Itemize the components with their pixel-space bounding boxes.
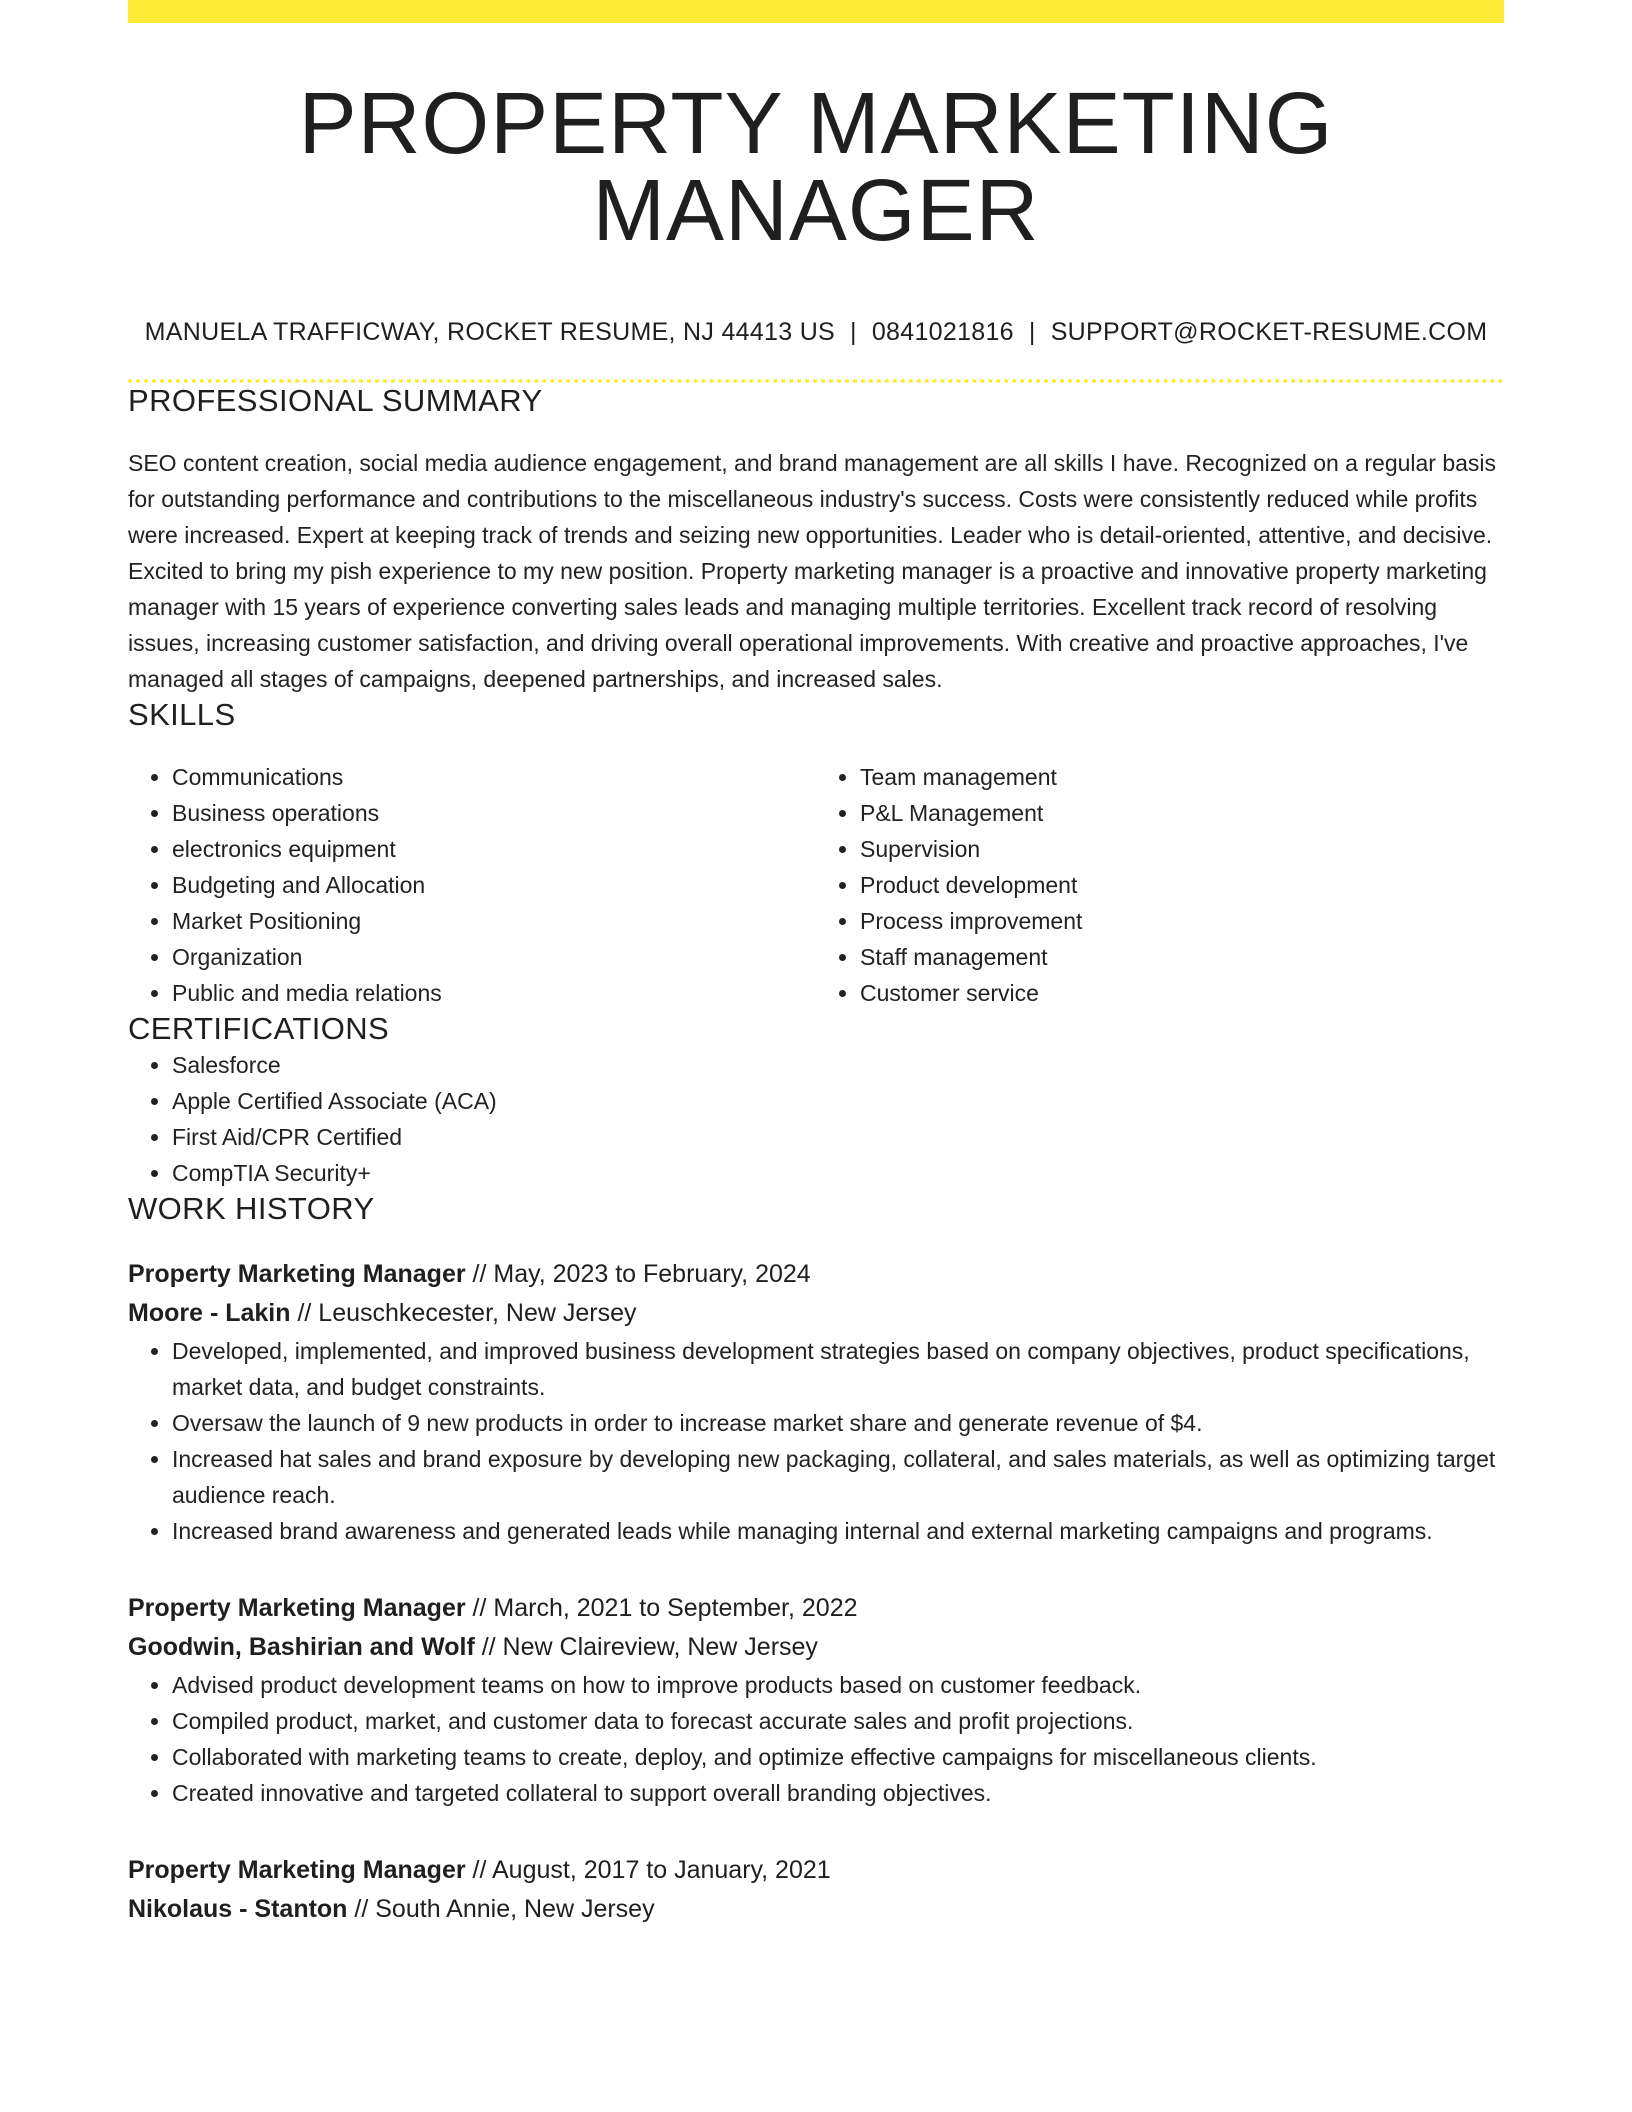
contact-separator: | xyxy=(1028,318,1036,346)
certification-item: • Apple Certified Associate (ACA) xyxy=(172,1083,1504,1119)
skill-item: • Organization xyxy=(172,939,816,975)
job-company-line xyxy=(128,1890,1504,1929)
certification-item: • Salesforce xyxy=(172,1047,1504,1083)
job-location: // Leuschkecester, New Jersey xyxy=(297,1299,637,1327)
job-role: Property Marketing Manager xyxy=(128,1856,466,1884)
contact-address: MANUELA TRAFFICWAY, ROCKET RESUME, NJ 44413 US xyxy=(144,318,836,346)
job-entry xyxy=(128,1589,1504,1811)
contact-line xyxy=(128,318,1504,347)
job-bullets xyxy=(128,1333,1504,1549)
job-title-line xyxy=(128,1255,1504,1294)
accent-top-bar xyxy=(128,0,1504,23)
job-bullet: • Increased brand awareness and generated leads while managing internal and external marketing campaigns and programs. xyxy=(172,1513,1504,1549)
skill-item: • Customer service xyxy=(860,975,1504,1011)
skill-item: • Business operations xyxy=(172,795,816,831)
job-entry xyxy=(128,1851,1504,1929)
job-company: Nikolaus - Stanton xyxy=(128,1895,348,1923)
summary-heading: PROFESSIONAL SUMMARY xyxy=(128,383,543,418)
job-company: Moore - Lakin xyxy=(128,1299,291,1327)
job-bullet: • Compiled product, market, and customer data to forecast accurate sales and profit projections. xyxy=(172,1703,1504,1739)
skills-columns xyxy=(128,759,1504,1011)
resume-page xyxy=(128,0,1504,1929)
contact-separator: | xyxy=(850,318,857,346)
skill-item: • Staff management xyxy=(860,939,1504,975)
job-bullet: • Created innovative and targeted collateral to support overall branding objectives. xyxy=(172,1775,1504,1811)
skill-item: • Public and media relations xyxy=(172,975,816,1011)
skill-item: • Supervision xyxy=(860,831,1504,867)
job-bullet: • Advised product development teams on how to improve products based on customer feedback. xyxy=(172,1667,1504,1703)
contact-phone: 0841021816 xyxy=(871,318,1014,346)
certification-item: • First Aid/CPR Certified xyxy=(172,1119,1504,1155)
work-history-heading: WORK HISTORY xyxy=(128,1191,375,1226)
job-bullet: • Developed, implemented, and improved business development strategies based on company objectives, product specifications, market data, and budget constraints. xyxy=(172,1333,1504,1405)
skill-item: • Budgeting and Allocation xyxy=(172,867,816,903)
job-dates: // May, 2023 to February, 2024 xyxy=(472,1260,811,1288)
job-title-line xyxy=(128,1589,1504,1628)
certifications-heading: CERTIFICATIONS xyxy=(128,1011,390,1046)
summary-text: SEO content creation, social media audience engagement, and brand management are all skills I have. Recognized on a regular basis for outstanding performance and contributions to the miscellaneous industry's success. Costs were consistently reduced while profits were increased. Expert at keeping track of trends and seizing new opportunities. Leader who is detail-oriented, attentive, and decisive. Excited to bring my pish experience to my new position. Property marketing manager is a proactive and innovative property marketing manager with 15 years of experience converting sales leads and managing multiple territories. Excellent track record of resolving issues, increasing customer satisfaction, and driving overall operational improvements. With creative and proactive approaches, I've managed all stages of campaigns, deepened partnerships, and increased sales. xyxy=(128,450,1497,692)
job-bullet: • Increased hat sales and brand exposure by developing new packaging, collateral, and sales materials, as well as optimizing target audience reach. xyxy=(172,1441,1504,1513)
skill-item: • Process improvement xyxy=(860,903,1504,939)
skill-item: • P&L Management xyxy=(860,795,1504,831)
job-location: // South Annie, New Jersey xyxy=(354,1895,655,1923)
certification-item: • CompTIA Security+ xyxy=(172,1155,1504,1191)
job-dates: // August, 2017 to January, 2021 xyxy=(472,1856,831,1884)
skill-item: • Team management xyxy=(860,759,1504,795)
skills-list-right xyxy=(816,759,1504,1011)
skills-heading: SKILLS xyxy=(128,697,236,732)
skills-list-left xyxy=(128,759,816,1011)
job-title-line xyxy=(128,1851,1504,1890)
contact-email: SUPPORT@ROCKET-RESUME.COM xyxy=(1050,318,1488,346)
skill-item: • electronics equipment xyxy=(172,831,816,867)
job-bullets xyxy=(128,1667,1504,1811)
skill-item: • Product development xyxy=(860,867,1504,903)
skill-item: • Communications xyxy=(172,759,816,795)
job-bullet: • Oversaw the launch of 9 new products in order to increase market share and generate revenue of $4. xyxy=(172,1405,1504,1441)
job-company: Goodwin, Bashirian and Wolf xyxy=(128,1633,475,1661)
job-entry xyxy=(128,1255,1504,1549)
job-location: // New Claireview, New Jersey xyxy=(481,1633,818,1661)
job-company-line xyxy=(128,1294,1504,1333)
certifications-list xyxy=(128,1047,1504,1191)
skill-item: • Market Positioning xyxy=(172,903,816,939)
job-role: Property Marketing Manager xyxy=(128,1260,466,1288)
job-bullet: • Collaborated with marketing teams to create, deploy, and optimize effective campaigns for miscellaneous clients. xyxy=(172,1739,1504,1775)
job-company-line xyxy=(128,1628,1504,1667)
resume-name: PROPERTY MARKETING MANAGER xyxy=(298,75,1334,259)
job-role: Property Marketing Manager xyxy=(128,1594,466,1622)
job-dates: // March, 2021 to September, 2022 xyxy=(472,1594,858,1622)
